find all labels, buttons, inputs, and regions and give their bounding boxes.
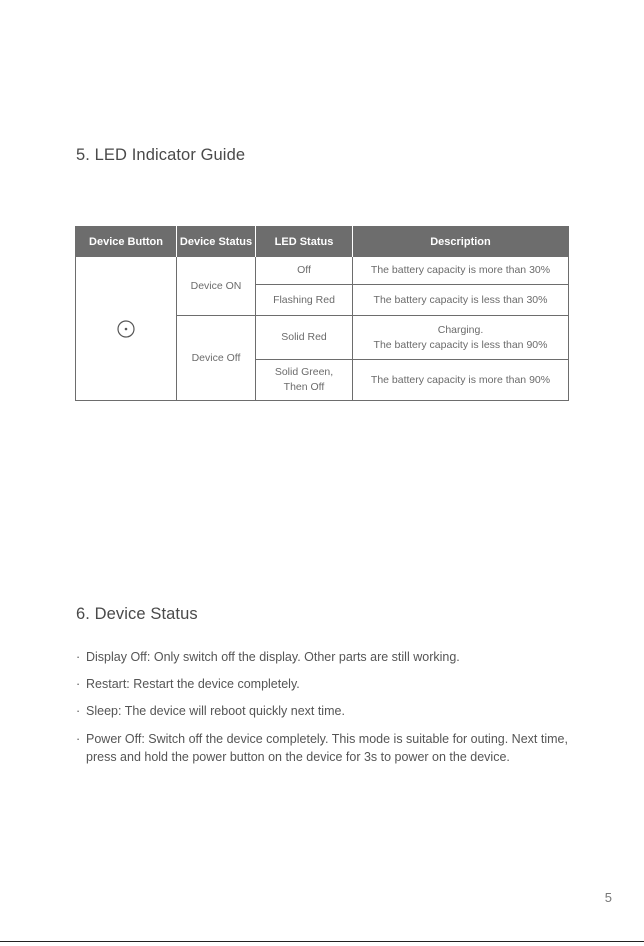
- list-item: [76, 702, 576, 720]
- list-item: [76, 675, 576, 693]
- list-item-text: Sleep: The device will reboot quickly next time.: [86, 704, 345, 718]
- list-item-text: Restart: Restart the device completely.: [86, 677, 300, 691]
- header-device-status: Device Status: [177, 227, 256, 257]
- list-item-text: Display Off: Only switch off the display. Other parts are still working.: [86, 650, 460, 664]
- header-led-status: LED Status: [256, 227, 353, 257]
- device-status-on: Device ON: [177, 257, 256, 316]
- bottom-divider: [0, 941, 644, 942]
- list-item: [76, 648, 576, 666]
- page-number: 5: [604, 890, 612, 905]
- power-button-icon: [116, 319, 136, 339]
- description: The battery capacity is more than 30%: [353, 257, 569, 285]
- list-item-text: Power Off: Switch off the device completely. This mode is suitable for outing. Next time, press and hold the power button on the device for 3s to power on the device.: [86, 732, 568, 764]
- led-status: [256, 360, 353, 401]
- list-item: [76, 730, 576, 766]
- description: [353, 316, 569, 360]
- section-5-title: 5. LED Indicator Guide: [76, 146, 246, 164]
- led-status: Solid Red: [256, 316, 353, 360]
- section-6-title: 6. Device Status: [76, 605, 198, 623]
- description-line-2: The battery capacity is less than 90%: [373, 338, 548, 351]
- description: The battery capacity is less than 30%: [353, 285, 569, 316]
- table-header-row: [76, 227, 569, 257]
- device-button-cell: [76, 257, 177, 401]
- header-device-button: Device Button: [76, 227, 177, 257]
- led-status: Flashing Red: [256, 285, 353, 316]
- bullet: ·: [76, 677, 81, 691]
- device-status-off: Device Off: [177, 316, 256, 401]
- header-description: Description: [353, 227, 569, 257]
- bullet: ·: [76, 732, 81, 746]
- led-status-line-1: Solid Green,: [274, 366, 334, 378]
- led-status-line-2: Then Off: [283, 381, 325, 393]
- bullet: ·: [76, 650, 81, 664]
- device-status-list: [76, 648, 576, 775]
- bullet: ·: [76, 704, 81, 718]
- description-line-1: Charging.: [437, 323, 484, 336]
- led-indicator-table: [75, 226, 569, 401]
- description: The battery capacity is more than 90%: [353, 360, 569, 401]
- table-row: [76, 257, 569, 285]
- led-status: Off: [256, 257, 353, 285]
